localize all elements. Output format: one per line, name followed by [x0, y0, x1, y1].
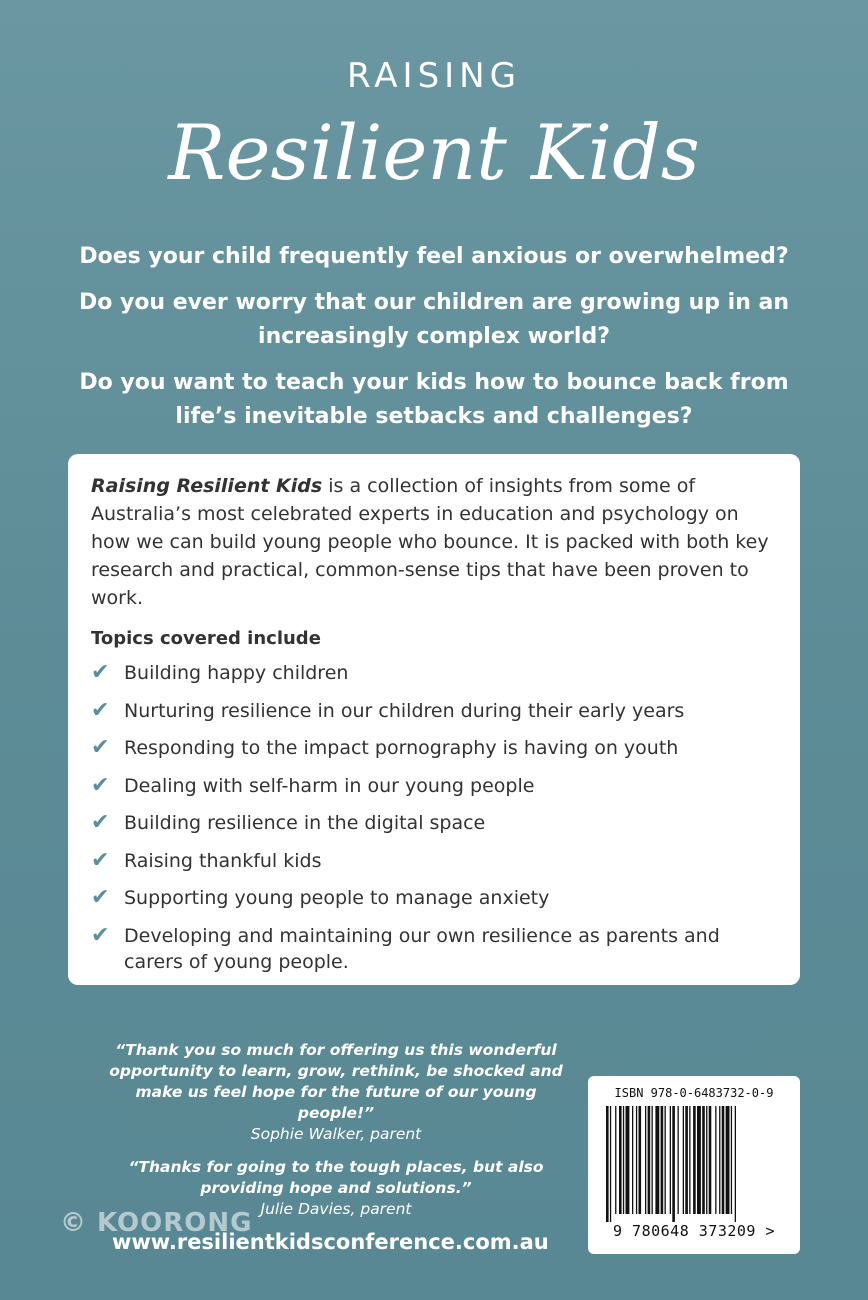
barcode-bar	[626, 1106, 630, 1214]
topic-item	[91, 735, 776, 761]
topic-label: Raising thankful kids	[124, 849, 322, 872]
barcode-bar	[689, 1106, 690, 1214]
topic-label: Building happy children	[124, 662, 349, 684]
topic-item	[91, 810, 776, 836]
question-1: Does your child frequently feel anxious or overwhelmed?	[79, 244, 789, 269]
barcode-bar	[683, 1106, 684, 1214]
testimonials	[96, 1040, 576, 1232]
topic-item	[91, 923, 776, 975]
check-icon: ✔	[91, 810, 110, 835]
barcode-bar	[639, 1106, 642, 1214]
topic-label: Responding to the impact pornography is having on youth	[124, 737, 679, 759]
barcode-bar	[697, 1106, 701, 1214]
check-icon: ✔	[91, 922, 110, 948]
barcode-bar	[615, 1106, 616, 1214]
title-resilient-kids: Resilient Kids	[168, 108, 700, 197]
barcode-bar	[722, 1106, 725, 1214]
barcode-bar	[648, 1106, 651, 1214]
question-3: Do you want to teach your kids how to bounce back from life’s inevitable setbacks and challenges?	[79, 370, 789, 429]
barcode-bar	[693, 1106, 696, 1214]
testimonial-quote: “Thank you so much for offering us this wonderful opportunity to learn, grow, rethink, be shocked and make us feel hope for the future of our young people!”	[109, 1041, 563, 1122]
intro-text: is a collection of insights from some of Australia’s most celebrated experts in education and psychology on how we can build young people who bounce. It is packed with both key research and practical, common-sense tips that have been proven to work.	[91, 475, 769, 609]
barcode-bar	[645, 1106, 646, 1214]
barcode-bar	[731, 1106, 732, 1214]
testimonial-author: Julie Davies, parent	[260, 1200, 412, 1218]
description-card	[68, 454, 800, 985]
intro-paragraph	[91, 472, 776, 612]
barcode-bar	[702, 1106, 705, 1214]
barcode-bar	[661, 1106, 664, 1214]
check-icon: ✔	[91, 660, 110, 685]
barcode-bar	[619, 1106, 622, 1214]
barcode-bar	[685, 1106, 688, 1214]
topic-label: Developing and maintaining our own resilience as parents and carers of young people.	[124, 924, 720, 973]
barcode-bar	[706, 1106, 707, 1214]
check-icon: ✔	[91, 772, 110, 798]
topic-label: Dealing with self-harm in our young people	[124, 774, 535, 797]
koorong-watermark: © KOORONG	[60, 1208, 253, 1238]
question-list	[60, 240, 808, 446]
intro-book-title: Raising Resilient Kids	[91, 475, 323, 497]
check-icon: ✔	[91, 847, 110, 873]
topic-item	[91, 848, 776, 874]
topic-label: Nurturing resilience in our children during their early years	[124, 699, 685, 722]
website-url: www.resilientkidsconference.com.au	[112, 1230, 549, 1254]
barcode-bar	[655, 1106, 659, 1214]
question-2: Do you ever worry that our children are growing up in an increasingly complex world?	[78, 290, 790, 349]
topic-item	[91, 698, 776, 724]
barcode-bar	[715, 1106, 716, 1214]
barcode-bar	[636, 1106, 637, 1214]
barcode-bar	[678, 1106, 679, 1214]
testimonial-author: Sophie Walker, parent	[250, 1125, 422, 1143]
topics-heading: Topics covered include	[91, 628, 321, 649]
barcode-box	[588, 1076, 800, 1254]
barcode-graphic	[602, 1106, 786, 1222]
topic-label: Building resilience in the digital space	[124, 812, 486, 834]
barcode-bar	[672, 1106, 675, 1222]
barcode-bar	[726, 1106, 730, 1214]
topic-label: Supporting young people to manage anxiety	[124, 887, 550, 909]
testimonial-quote: “Thanks for going to the tough places, but also providing hope and solutions.”	[128, 1158, 544, 1197]
barcode-bar	[623, 1106, 624, 1214]
barcode-digits: 9 780648 373209 >	[612, 1222, 776, 1240]
topic-item	[91, 885, 776, 911]
topic-list	[91, 660, 776, 975]
barcode-bar	[632, 1106, 633, 1214]
topic-item	[91, 660, 776, 686]
barcode-bar	[719, 1106, 720, 1214]
check-icon: ✔	[91, 885, 110, 910]
title-raising: RAISING	[347, 56, 521, 96]
barcode-bar	[652, 1106, 653, 1214]
topic-item	[91, 773, 776, 799]
check-icon: ✔	[91, 697, 110, 723]
barcode-bar	[610, 1106, 611, 1222]
barcode-bar	[606, 1106, 609, 1222]
barcode-bar	[665, 1106, 666, 1214]
isbn-label: ISBN 978-0-6483732-0-9	[614, 1086, 774, 1100]
barcode-bar	[735, 1106, 736, 1222]
check-icon: ✔	[91, 735, 110, 760]
barcode-bar	[709, 1106, 712, 1214]
barcode-bar	[670, 1106, 671, 1214]
